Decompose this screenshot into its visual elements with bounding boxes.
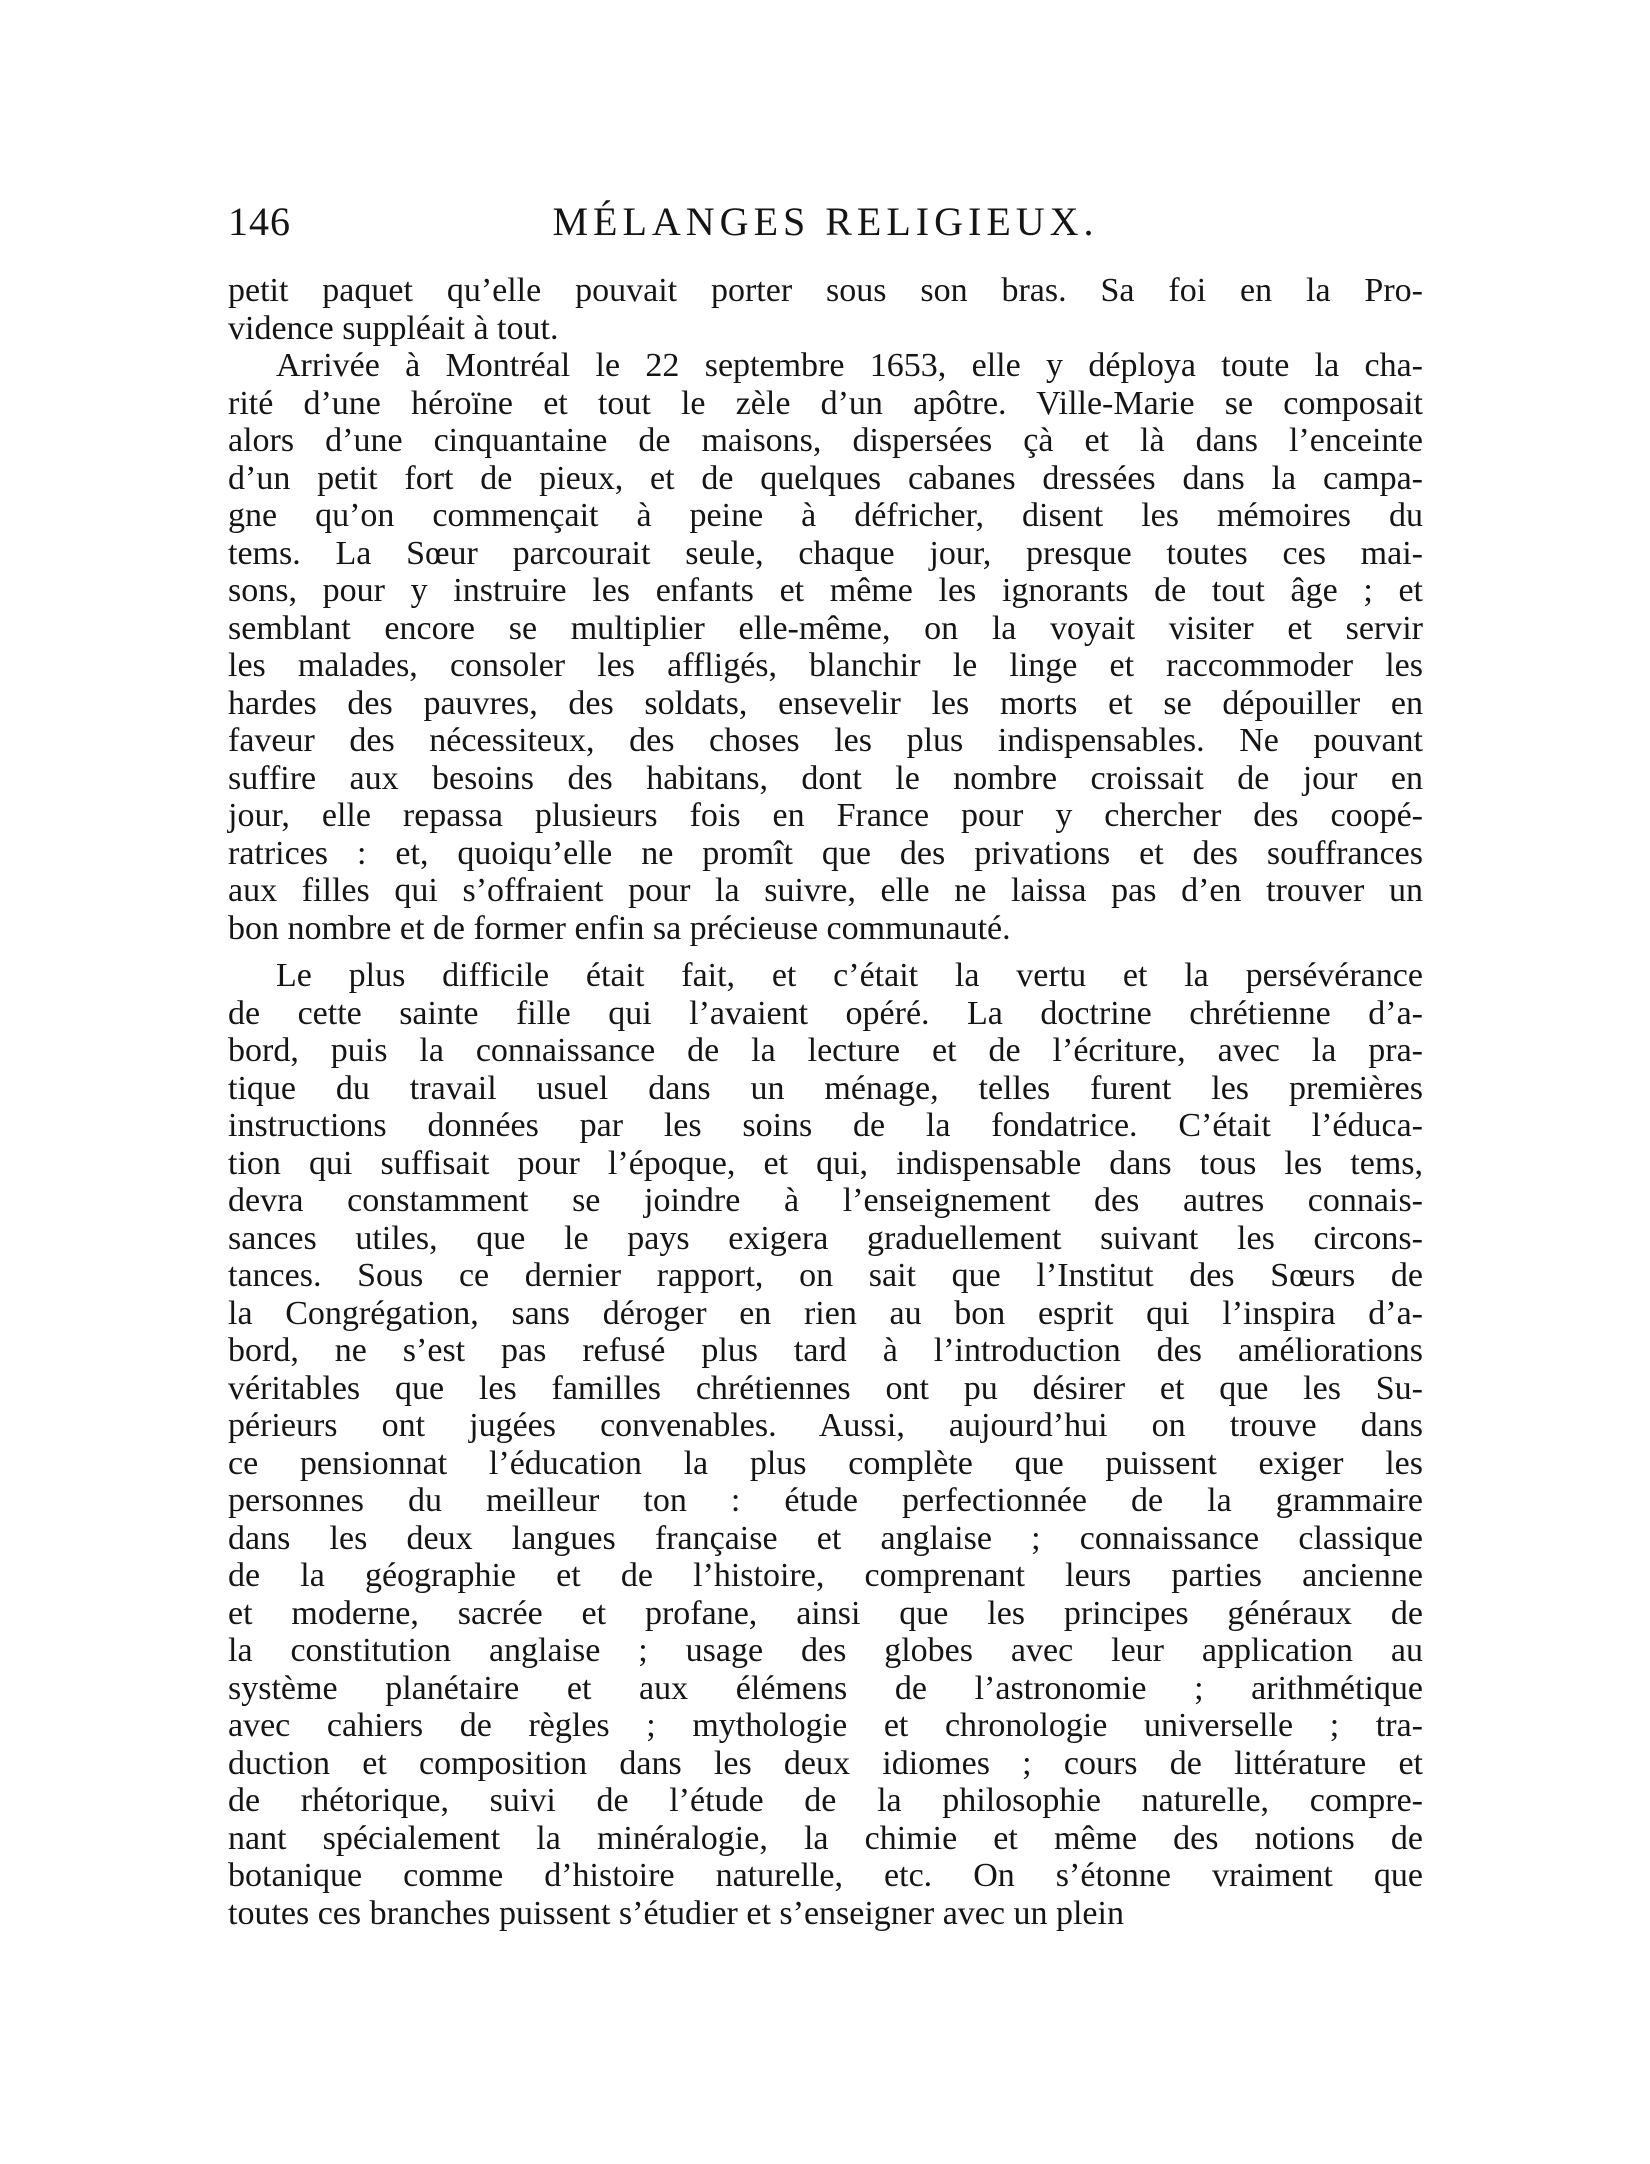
- text-line: les malades, consoler les affligés, blanchir le linge et raccommoder les: [228, 647, 1423, 684]
- text-line: bon nombre et de former enfin sa précieuse communauté.: [228, 909, 1011, 947]
- text-line: gne qu’on commençait à peine à défricher, disent les mémoires du: [228, 497, 1423, 534]
- text-line: de cette sainte fille qui l’avaient opéré. La doctrine chrétienne d’a-: [228, 994, 1423, 1032]
- text-line: sances utiles, que le pays exigera graduellement suivant les circons-: [228, 1219, 1423, 1257]
- text-line: tances. Sous ce dernier rapport, on sait que l’Institut des Sœurs de: [228, 1257, 1423, 1294]
- text-line: duction et composition dans les deux idiomes ; cours de littérature et: [228, 1744, 1423, 1782]
- text-line: dans les deux langues française et anglaise ; connaissance classique: [228, 1519, 1423, 1557]
- text-line: et moderne, sacrée et profane, ainsi que les principes généraux de: [228, 1594, 1423, 1632]
- text-line: semblant encore se multiplier elle-même, on la voyait visiter et servir: [228, 609, 1423, 647]
- text-line: la constitution anglaise ; usage des globes avec leur application au: [228, 1632, 1423, 1669]
- text-line: tion qui suffisait pour l’époque, et qui, indispensable dans tous les tems,: [228, 1144, 1423, 1182]
- text-line: ce pensionnat l’éducation la plus complète que puissent exiger les: [228, 1444, 1423, 1482]
- text-line: d’un petit fort de pieux, et de quelques cabanes dressées dans la campa-: [228, 459, 1423, 497]
- text-line: de la géographie et de l’histoire, comprenant leurs parties ancienne: [228, 1557, 1423, 1594]
- text-line: aux filles qui s’offraient pour la suivre, elle ne laissa pas d’en trouver un: [228, 872, 1423, 909]
- text-line: véritables que les familles chrétiennes ont pu désirer et que les Su-: [228, 1369, 1423, 1407]
- paragraph: [228, 957, 1423, 1932]
- text-line: personnes du meilleur ton : étude perfectionnée de la grammaire: [228, 1482, 1423, 1519]
- text-line: petit paquet qu’elle pouvait porter sous son bras. Sa foi en la Pro-: [228, 272, 1423, 309]
- running-title: MÉLANGES RELIGIEUX.: [552, 199, 1099, 244]
- text-line: faveur des nécessiteux, des choses les plus indispensables. Ne pouvant: [228, 722, 1423, 759]
- text-line: tems. La Sœur parcourait seule, chaque jour, presque toutes ces mai-: [228, 534, 1423, 572]
- text-line: toutes ces branches puissent s’étudier et s’enseigner avec un plein: [228, 1894, 1124, 1932]
- text-line: botanique comme d’histoire naturelle, etc. On s’étonne vraiment que: [228, 1857, 1423, 1894]
- paragraph: [228, 347, 1423, 947]
- text-line: nant spécialement la minéralogie, la chimie et même des notions de: [228, 1819, 1423, 1857]
- text-line: sons, pour y instruire les enfants et même les ignorants de tout âge ; et: [228, 572, 1423, 609]
- paragraph-gap: [228, 947, 1423, 957]
- text-line: la Congrégation, sans déroger en rien au bon esprit qui l’inspira d’a-: [228, 1294, 1423, 1332]
- text-line: de rhétorique, suivi de l’étude de la philosophie naturelle, compre-: [228, 1782, 1423, 1819]
- text-line: suffire aux besoins des habitans, dont le nombre croissait de jour en: [228, 759, 1423, 797]
- text-line: hardes des pauvres, des soldats, ensevelir les morts et se dépouiller en: [228, 684, 1423, 722]
- text-line: Le plus difficile était fait, et c’était la vertu et la persévérance: [276, 957, 1423, 994]
- text-line: tique du travail usuel dans un ménage, telles furent les premières: [228, 1069, 1423, 1107]
- text-line: bord, puis la connaissance de la lecture et de l’écriture, avec la pra-: [228, 1032, 1423, 1069]
- page-header: [228, 198, 1423, 248]
- text-line: instructions données par les soins de la fondatrice. C’était l’éduca-: [228, 1107, 1423, 1144]
- text-line: vidence suppléait à tout.: [228, 309, 559, 347]
- page-number: 146: [228, 199, 291, 244]
- text-line: ratrices : et, quoiqu’elle ne promît que des privations et des souffrances: [228, 834, 1423, 872]
- text-line: Arrivée à Montréal le 22 septembre 1653, elle y déploya toute la cha-: [276, 347, 1423, 384]
- text-line: rité d’une héroïne et tout le zèle d’un apôtre. Ville-Marie se composait: [228, 384, 1423, 422]
- text-line: périeurs ont jugées convenables. Aussi, aujourd’hui on trouve dans: [228, 1407, 1423, 1444]
- text-line: alors d’une cinquantaine de maisons, dispersées çà et là dans l’enceinte: [228, 422, 1423, 459]
- text-line: devra constamment se joindre à l’enseignement des autres connais-: [228, 1182, 1423, 1219]
- text-line: avec cahiers de règles ; mythologie et chronologie universelle ; tra-: [228, 1707, 1423, 1744]
- body-text: [228, 272, 1423, 1932]
- text-line: système planétaire et aux élémens de l’astronomie ; arithmétique: [228, 1669, 1423, 1707]
- paragraph: [228, 272, 1423, 347]
- text-line: bord, ne s’est pas refusé plus tard à l’introduction des améliorations: [228, 1332, 1423, 1369]
- text-line: jour, elle repassa plusieurs fois en France pour y chercher des coopé-: [228, 797, 1423, 834]
